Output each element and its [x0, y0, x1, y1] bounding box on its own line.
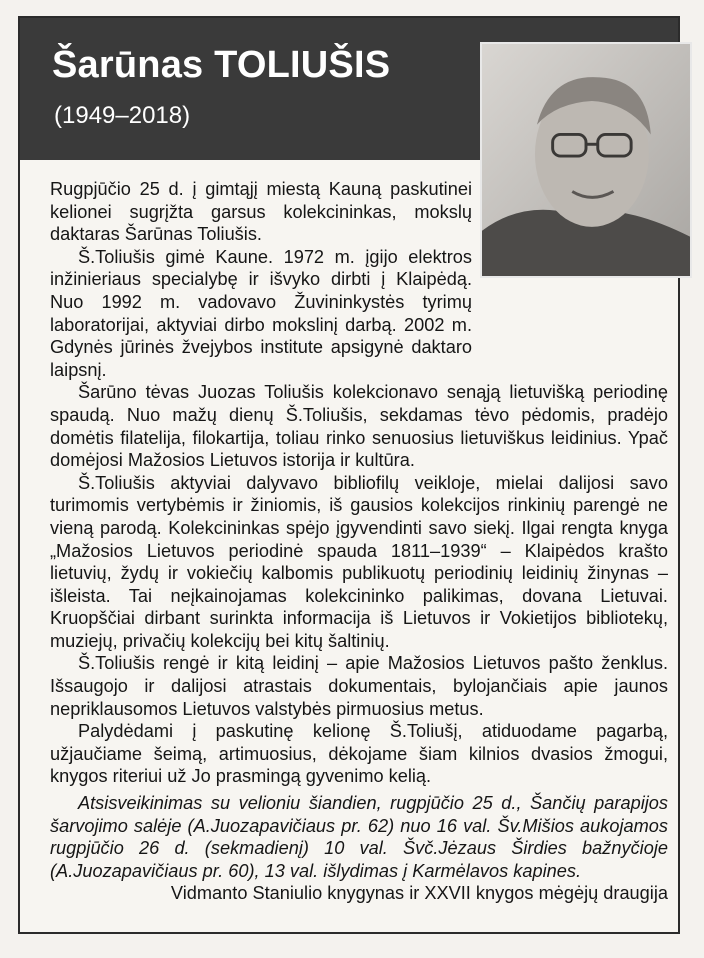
life-years: (1949–2018) — [54, 102, 191, 129]
person-name: Šarūnas TOLIUŠIS — [52, 44, 391, 86]
paragraph-intro: Rugpjūčio 25 d. į gimtąjį miestą Kauną paskutinei kelionei sugrįžta garsus kolekcininkas, mokslų daktaras Šarūnas Toliušis. — [50, 179, 472, 245]
paragraph-stamps: Š.Toliušis rengė ir kitą leidinį – apie Mažosios Lietuvos pašto ženklus. Išsaugojo ir dalijosi atrastais dokumentais, bylojančiais apie jaunos nepriklausomos Lietuvos valstybės pirmuosius metus. — [50, 653, 668, 719]
paragraph-father: Šarūno tėvas Juozas Toliušis kolekcionavo senąją lietuvišką periodinę spaudą. Nuo mažų dienų Š.Toliušis, sekdamas tėvo pėdomis, pradėjo domėtis filatelija, filokartija, toliau rinko senuosius lietuviškus leidinius. Ypač domėjosi Mažosios Lietuvos istorija ir kultūra. — [50, 382, 668, 471]
paragraph-tribute: Palydėdami į paskutinę kelionę Š.Toliušį, atiduodame pagarbą, užjaučiame šeimą, artimuosius, dėkojame šiam kilnios dvasios žmogui, knygos riteriui už Jo prasmingą gyvenimo kelią. — [50, 721, 668, 787]
obituary-body — [50, 158, 668, 905]
paragraph-biography: Š.Toliušis gimė Kaune. 1972 m. įgijo elektros inžinieriaus specialybę ir išvyko dirbti į Klaipėdą. Nuo 1992 m. vadovavo Žuvininkystės tyrimų laboratorijai, aktyviai dirbo mokslinį darbą. 2002 m. Gdynės jūrinės žvejybos institute apsigynė daktaro laipsnį. — [50, 246, 472, 380]
obituary-frame — [18, 16, 680, 934]
paragraph-bibliophile: Š.Toliušis aktyviai dalyvavo bibliofilų veikloje, mielai dalijosi savo turimomis vertybėmis ir žiniomis, iš gausios kolekcijos rinkinių parengė ne vieną parodą. Kolekcininkas spėjo įgyvendinti savo siekį. Ilgai rengta knyga „Mažosios Lietuvos periodinė spauda 1811–1939“ – Klaipėdos krašto lietuvių, žydų ir vokiečių kalbomis publikuotų periodinių leidinių žinynas – išleista. Tai neįkainojamas kolekcininko palikimas, dovana Lietuvai. Kruopščiai dirbant surinkta informacija iš Lietuvos ir Vokietijos bibliotekų, muziejų, privačių kolekcijų bei kitų šaltinių. — [50, 472, 668, 651]
signature: Vidmanto Staniulio knygynas ir XXVII knygos mėgėjų draugija — [170, 883, 668, 904]
farewell-info: Atsisveikinimas su velioniu šiandien, rugpjūčio 25 d., Šančių parapijos šarvojimo salėje (A.Juozapavičiaus pr. 62) nuo 16 val. Šv.Mišios aukojamos rugpjūčio 26 d. (sekmadienį) 10 val. Švč.Jėzaus Širdies bažnyčioje (A.Juozapavičiaus pr. 60), 13 val. išlydimas į Karmėlavos kapines. — [50, 793, 668, 881]
